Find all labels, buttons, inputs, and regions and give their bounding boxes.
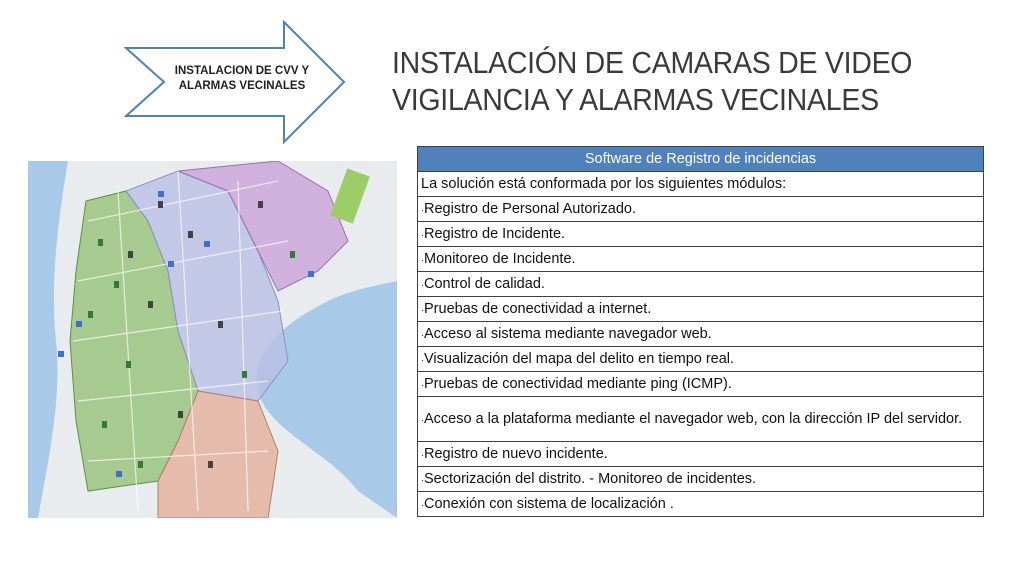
table-cell (418, 272, 984, 297)
bullet: · (421, 450, 424, 460)
table-cell (418, 347, 984, 372)
table-cell (418, 372, 984, 397)
page-title (392, 44, 962, 118)
table-cell (418, 247, 984, 272)
bullet: · (421, 415, 424, 425)
table-cell (418, 197, 984, 222)
table-row (418, 222, 984, 247)
table-cell (418, 442, 984, 467)
bullet: · (421, 380, 424, 390)
bullet: · (421, 205, 424, 215)
table-item-text: Registro de Incidente. (424, 226, 566, 242)
bullet: · (421, 500, 424, 510)
table-cell (418, 322, 984, 347)
table-header: Software de Registro de incidencias (418, 147, 984, 172)
table-item-text: Registro de nuevo incidente. (424, 446, 608, 462)
table-cell (418, 297, 984, 322)
table-item-text: Registro de Personal Autorizado. (424, 201, 636, 217)
bullet: · (421, 305, 424, 315)
arrow-label (152, 64, 332, 94)
table-item-text: Control de calidad. (424, 276, 545, 292)
table-cell (418, 397, 984, 442)
table-row (418, 347, 984, 372)
table-item-text: Pruebas de conectividad mediante ping (ICMP). (424, 376, 732, 392)
bullet: · (421, 280, 424, 290)
table-row (418, 322, 984, 347)
table-item-text: Monitoreo de Incidente. (424, 251, 576, 267)
bullet: · (421, 330, 424, 340)
section-arrow (124, 20, 346, 144)
district-map (28, 161, 397, 518)
table-item-text: Visualización del mapa del delito en tiempo real. (424, 351, 735, 367)
table-row (418, 492, 984, 517)
table-row (418, 197, 984, 222)
table-row (418, 467, 984, 492)
table-item-text: Conexión con sistema de localización . (424, 496, 674, 512)
table-cell (418, 222, 984, 247)
table-intro-row (418, 172, 984, 197)
bullet: · (421, 355, 424, 365)
table-row (418, 297, 984, 322)
incident-software-table (417, 146, 984, 517)
table-item-text: Sectorización del distrito. - Monitoreo de incidentes. (424, 471, 757, 487)
table-header-row (418, 147, 984, 172)
table-item-text: Acceso al sistema mediante navegador web. (424, 326, 712, 342)
bullet: · (421, 230, 424, 240)
bullet: · (421, 255, 424, 265)
arrow-label-line2: ALARMAS VECINALES (178, 80, 306, 92)
table-row (418, 247, 984, 272)
page-title-line1: INSTALACIÓN DE CAMARAS DE VIDEO (392, 45, 913, 80)
arrow-label-line1: INSTALACION DE CVV Y (174, 65, 310, 77)
table-intro: La solución está conformada por los siguientes módulos: (418, 172, 984, 197)
table-cell (418, 467, 984, 492)
table-item-text: Acceso a la plataforma mediante el navegador web, con la dirección IP del servidor. (424, 411, 963, 427)
table-row (418, 272, 984, 297)
table-item-text: Pruebas de conectividad a internet. (424, 301, 652, 317)
table-cell (418, 492, 984, 517)
bullet: · (421, 475, 424, 485)
table-row (418, 442, 984, 467)
page-title-line2: VIGILANCIA Y ALARMAS VECINALES (392, 82, 879, 117)
table-row (418, 397, 984, 442)
table-row (418, 372, 984, 397)
